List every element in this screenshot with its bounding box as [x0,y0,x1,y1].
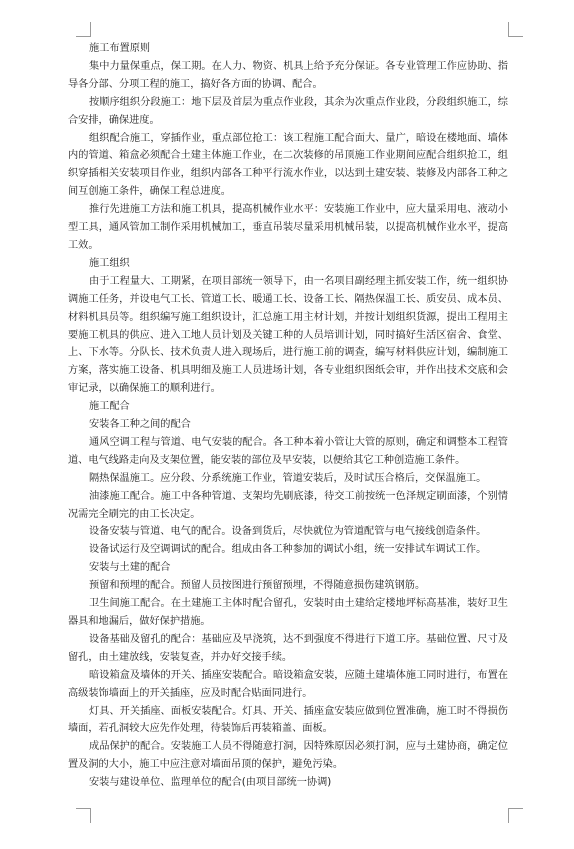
section-heading: 施工布置原则 [89,43,151,54]
body-paragraph: 设备试运行及空调调试的配合。组成由各工种参加的调试小组，统一安排试车调试工作。 [89,544,487,556]
margin-mark-bottom-right [508,808,523,823]
body-paragraph: 通风空调工程与管道、电气安装的配合。各工种本着小管让大管的原则，确定和调整本工程管道、电气线路走向及支架位置，能安装的部位及早安装，以便给其它工种创造施工条件。 [68,436,508,466]
section-heading: 施工组织 [89,257,130,269]
body-paragraph: 由于工程量大、工期紧，在项目部统一领导下，由一名项目副经理主抓安装工作，统一组织协调施工任务，并设电气工长、管道工长、暖通工长、设备工长、隔热保温工长、质安员、成本员、材料机具员等。组织编写施工组织设计，汇总施工用主材计划，并按计划组织货源，提出工程用主要施工机具的供应、进入工地人员计划及关键工种的人员培训计划，同时搞好生活区宿舍、食堂、上、下水等。分队长、技术负责人进入现场后，进行施工前的调查，编写材料供应计划，编制施工方案，落实施工设备、机具明细及施工人员进场计划，各专业组织图纸会审，并作出技术交底和会审记录，以确保施工的顺利进行。 [68,275,508,395]
body-paragraph: 设备基础及留孔的配合：基础应及早浇筑，达不到强度不得进行下道工序。基础位置、尺寸及留孔，由土建放线，安装复查，并办好交接手续。 [68,633,508,663]
body-paragraph: 设备安装与管道、电气的配合。设备到货后，尽快就位为管道配管与电气接线创造条件。 [89,526,487,538]
body-paragraph: 预留和预埋的配合。预留人员按图进行预留预埋，不得随意损伤建筑钢筋。 [89,580,426,592]
subsection-heading: 安装各工种之间的配合 [89,419,191,431]
body-paragraph: 按顺序组织分段施工：地下层及首层为重点作业段，其余为次重点作业段，分段组织施工，综合安排，确保进度。 [68,96,508,126]
margin-mark-bottom-left [76,808,91,823]
body-paragraph: 成品保护的配合。安装施工人员不得随意打洞，因特殊原因必须打洞，应与土建协商，确定位置及洞的大小，施工中应注意对墙面吊顶的保护，避免污染。 [68,741,508,771]
margin-mark-top-right [508,22,523,37]
document-body [68,40,508,792]
body-paragraph: 推行先进施工方法和施工机具，提高机械作业水平：安装施工作业中，应大量采用电、液动小型工具，通风管加工制作采用机械加工，垂直吊装尽量采用机械吊装，以提高机械作业水平，提高工效。 [68,204,508,251]
body-paragraph: 油漆施工配合。施工中各种管道、支架均先刷底漆，待交工前按统一色泽规定刷面漆，个别情况需完全刷完的由工长决定。 [68,490,508,520]
subsection-heading: 安装与建设单位、监理单位的配合(由项目部统一协调) [89,777,332,789]
body-paragraph: 灯具、开关插座、面板安装配合。灯具、开关、插座盒安装应做到位置准确，施工时不得损伤墙面，若孔洞较大应先作处理，待装饰后再装箱盖、面板。 [68,705,508,735]
body-paragraph: 暗设箱盒及墙体的开关、插座安装配合。暗设箱盒安装，应随土建墙体施工同时进行，布置在高级装饰墙面上的开关插座，应及时配合贴面同进行。 [68,669,508,699]
margin-mark-top-left [76,22,91,37]
body-paragraph: 组织配合施工，穿插作业，重点部位抢工：该工程施工配合面大、量广，暗设在楼地面、墙体内的管道、箱盒必须配合土建主体施工作业，在二次装修的吊顶施工作业期间应配合组织抢工，组织穿插相关安装项目作业，组织内部各工种平行流水作业，以达到土建安装、装修及内部各工种之间互创施工条件，确保工程总进度。 [68,132,508,198]
body-paragraph: 集中力量保重点，保工期。在人力、物资、机具上给予充分保证。各专业管理工作应协助、指导各分部、分项工程的施工，搞好各方面的协调、配合。 [68,60,508,90]
body-paragraph: 隔热保温施工。应分段、分系统施工作业，管道安装后，及时试压合格后，交保温施工。 [89,472,487,484]
subsection-heading: 安装与土建的配合 [89,562,171,574]
body-paragraph: 卫生间施工配合。在土建施工主体时配合留孔，安装时由土建给定楼地坪标高基准，装好卫生器具和地漏后，做好保护措施。 [68,598,508,627]
section-heading: 施工配合 [89,401,130,413]
